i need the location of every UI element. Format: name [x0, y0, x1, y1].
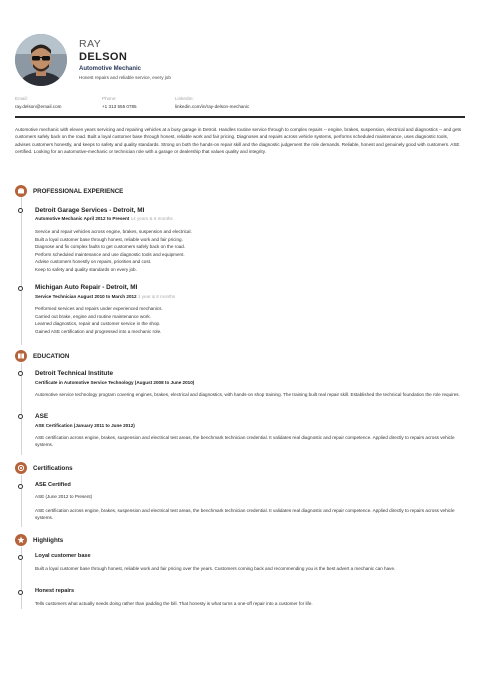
timeline-dot [18, 414, 23, 419]
header-divider [15, 116, 465, 118]
linkedin-value[interactable]: linkedin.com/in/ray-delson-mechanic [175, 104, 250, 109]
education-description: ASE certification across engine, brakes, suspension and electrical test areas, the benchmark technician credential. It validates real diagnostic and repair competence. Applied directly to repairs across vehicle systems. [35, 435, 455, 448]
responsibility-list [35, 228, 192, 274]
email-value[interactable]: ray.delson@email.com [15, 104, 62, 109]
contact-label: Email: [15, 96, 28, 101]
avatar [15, 34, 67, 86]
list-item: Diagnose and fix complex faults to get customers safely back on the road. [35, 244, 186, 250]
last-name: DELSON [79, 51, 128, 63]
degree-dates: ASE Certification (January 2011 to June 2012) [35, 423, 135, 428]
contact-phone [102, 96, 137, 109]
star-icon [15, 534, 27, 546]
section-title-experience: PROFESSIONAL EXPERIENCE [33, 188, 124, 195]
role-dates: Automotive Mechanic April 2012 to Present 14 years & 6 months [35, 216, 173, 221]
degree-dates: Certificate in Automotive Service Technology (August 2008 to June 2010) [35, 380, 195, 385]
employer-name: Michigan Auto Repair - Detroit, MI [35, 284, 138, 291]
list-item: Service and repair vehicles across engine, brakes, suspension and electrical. [35, 229, 192, 234]
certification-name: ASE Certified [35, 482, 71, 488]
timeline-dot [18, 484, 23, 489]
list-item: Keep to safety and quality standards on every job. [35, 266, 137, 272]
graduation-icon [15, 350, 27, 362]
timeline-line [21, 363, 22, 455]
list-item: Gained ASE certification and progressed into a mechanic role. [35, 328, 162, 334]
highlight-name: Loyal customer base [35, 553, 91, 559]
list-item: Learned diagnostics, repair and customer service in the shop. [35, 321, 161, 327]
job-title: Automotive Mechanic [79, 66, 142, 72]
contact-linkedin [175, 96, 249, 109]
highlight-description: Tells customers what actually needs doing rather than padding the bill. That honesty is what turns a one-off repair into a customer for life. [35, 601, 313, 606]
summary-text: Automotive mechanic with eleven years servicing and repairing vehicles at a busy garage in Detroit. Handles routine service through to complex repairs -- engine, brakes, suspension, electrical and diagnostics -- and gets customers safely back on the road. Built a loyal customer base through honest, reliable work and fair pricing. Diagnoses and repairs across vehicle systems, performs scheduled maintenance, uses diagnostic tools, advises customers honestly, and keeps to safety and quality standards. Strong on both the hands-on repair skill and the diagnostic judgement the role demands. Reliable, honest and genuinely good with customers. ASE certified. Looking for an automotive-mechanic or technician role with a garage or dealership that values quality and integrity. [15, 127, 462, 155]
highlight-description: Built a loyal customer base through honest, reliable work and fair pricing over the years. Customers coming back and recommending you is the best advert a mechanic can have. [35, 566, 396, 571]
list-item: Performed services and repairs under experienced mechanics. [35, 306, 163, 311]
list-item: Carried out brake, engine and routine maintenance work. [35, 313, 151, 319]
list-item: Advise customers honestly on repairs, priorities and cost. [35, 259, 152, 265]
briefcase-icon [15, 185, 27, 197]
employer-name: Detroit Garage Services - Detroit, MI [35, 207, 145, 214]
responsibility-list [35, 305, 163, 335]
school-name: ASE [35, 413, 49, 420]
first-name: RAY [79, 38, 102, 50]
timeline-line [21, 197, 22, 345]
education-description: Automotive service technology program covering engines, brakes, electrical and diagnostics, with hands-on shop training. The training built real repair skill. Established the technical foundation the role requires. [35, 392, 460, 397]
timeline-line [21, 475, 22, 527]
contact-label: Phone: [102, 96, 117, 101]
timeline-dot [18, 371, 23, 376]
certification-description: ASE certification across engine, brakes, suspension and electrical test areas, the benchmark technician credential. It validates real diagnostic and repair competence. Applied directly to repairs across vehicle systems. [35, 508, 455, 521]
timeline-dot [18, 555, 23, 560]
school-name: Detroit Technical Institute [35, 370, 113, 377]
section-title-education: EDUCATION [33, 353, 70, 360]
section-title-certifications: Certifications [33, 465, 73, 472]
timeline-dot [18, 590, 23, 595]
badge-icon [15, 462, 27, 474]
highlight-name: Honest repairs [35, 588, 75, 594]
phone-value[interactable]: +1 313 555 0785 [102, 104, 137, 109]
tagline: Honest repairs and reliable service, every job [79, 75, 171, 80]
contact-email [15, 96, 61, 109]
timeline-dot [18, 286, 23, 291]
section-title-highlights: Highlights [33, 537, 64, 544]
list-item: Perform scheduled maintenance and use diagnostic tools and equipment. [35, 251, 185, 257]
certification-dates: ASE (June 2012 to Present) [35, 494, 93, 499]
role-dates: Service Technician August 2010 to March 2012 1 year & 8 months [35, 294, 176, 299]
list-item: Built a loyal customer base through honest, reliable work and fair pricing. [35, 236, 183, 242]
timeline-dot [18, 208, 23, 213]
contact-label: LinkedIn: [175, 96, 194, 101]
